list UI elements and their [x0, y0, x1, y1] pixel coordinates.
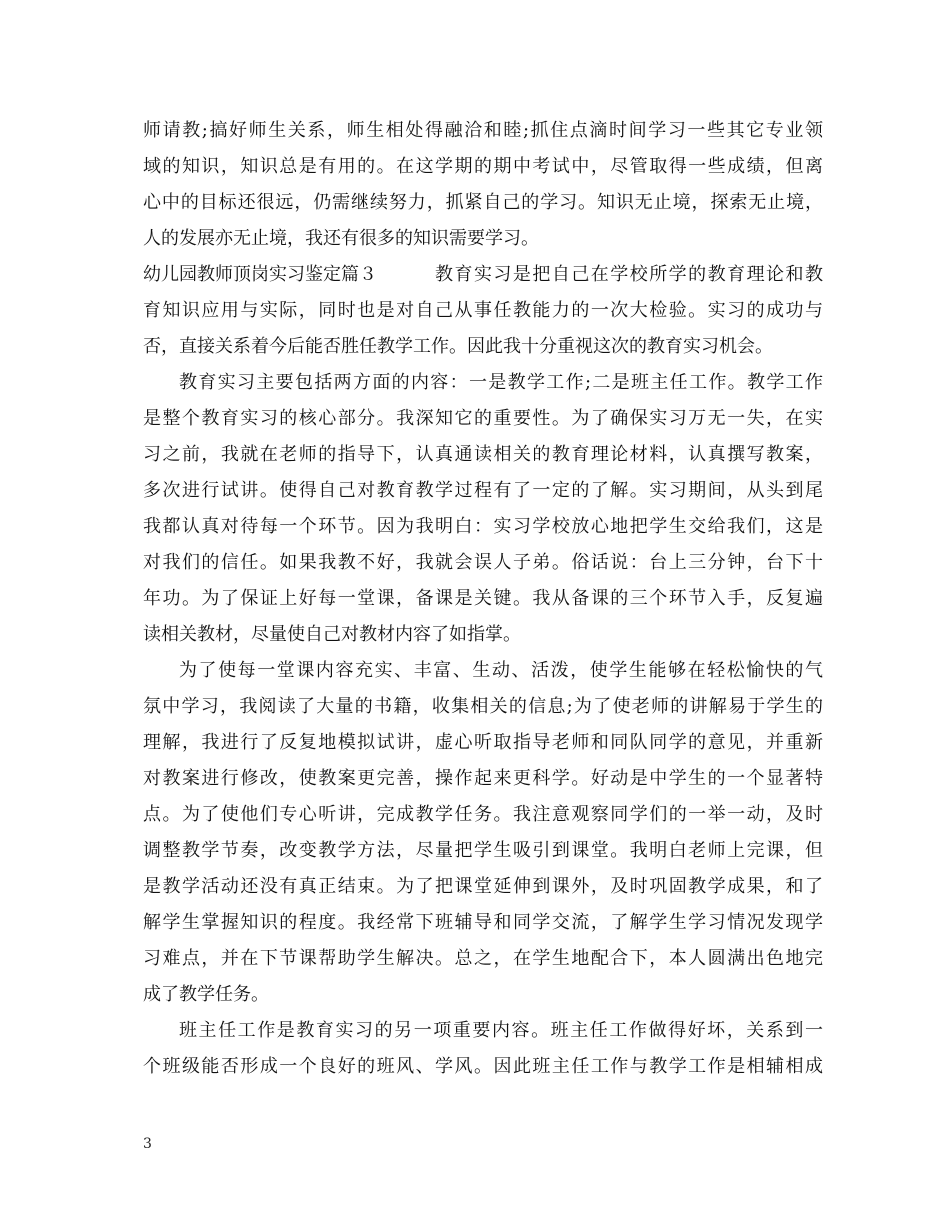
- page-number: 3: [143, 1136, 152, 1152]
- text-line: 师请教;搞好师生关系，师生相处得融洽和睦;抓住点滴时间学习一些其它专业领: [143, 120, 823, 141]
- section-heading-line: [143, 260, 823, 290]
- text-line: 成了教学任务。: [143, 984, 269, 1005]
- text-line: 年功。为了保证上好每一堂课，备课是关键。我从备课的三个环节入手，反复遍: [143, 588, 823, 609]
- text-line: 对教案进行修改，使教案更完善，操作起来更科学。好动是中学生的一个显著特: [143, 768, 823, 789]
- text-line: 对我们的信任。如果我教不好，我就会误人子弟。俗话说：台上三分钟，台下十: [143, 552, 823, 573]
- text-line: 多次进行试讲。使得自己对教育教学过程有了一定的了解。实习期间，从头到尾: [143, 480, 823, 501]
- text-line: 是整个教育实习的核心部分。我深知它的重要性。为了确保实习万无一失，在实: [143, 408, 823, 429]
- text-line: 域的知识，知识总是有用的。在这学期的期中考试中，尽管取得一些成绩，但离: [143, 156, 823, 177]
- text-line: 解学生掌握知识的程度。我经常下班辅导和同学交流，了解学生学习情况发现学: [143, 912, 823, 933]
- text-line: 是教学活动还没有真正结束。为了把课堂延伸到课外，及时巩固教学成果，和了: [143, 876, 823, 897]
- text-line: 人的发展亦无止境，我还有很多的知识需要学习。: [143, 228, 539, 249]
- text-line: 氛中学习，我阅读了大量的书籍，收集相关的信息;为了使老师的讲解易于学生的: [143, 696, 823, 717]
- text-line: 心中的目标还很远，仍需继续努力，抓紧自己的学习。知识无止境，探索无止境，: [143, 192, 823, 213]
- text-line: 调整教学节奏，改变教学方法，尽量把学生吸引到课堂。我明白老师上完课，但: [143, 840, 823, 861]
- text-line: 教育实习是把自己在学校所学的教育理论和教: [435, 264, 823, 285]
- text-line: 读相关教材，尽量使自己对教材内容了如指掌。: [143, 624, 521, 645]
- text-line: 点。为了使他们专心听讲，完成教学任务。我注意观察同学们的一举一动，及时: [143, 804, 823, 825]
- text-line: 否，直接关系着今后能否胜任教学工作。因此我十分重视这次的教育实习机会。: [143, 336, 773, 357]
- text-line: 为了使每一堂课内容充实、丰富、生动、活泼，使学生能够在轻松愉快的气: [179, 660, 823, 681]
- text-line: 习之前，我就在老师的指导下，认真通读相关的教育理论材料，认真撰写教案，: [143, 444, 823, 465]
- text-line: 育知识应用与实际，同时也是对自己从事任教能力的一次大检验。实习的成功与: [143, 300, 823, 321]
- text-line: 理解，我进行了反复地模拟试讲，虚心听取指导老师和同队同学的意见，并重新: [143, 732, 823, 753]
- section-title: 幼儿园教师顶岗实习鉴定篇３: [143, 264, 377, 285]
- text-line: 教育实习主要包括两方面的内容：一是教学工作;二是班主任工作。教学工作: [179, 372, 823, 393]
- text-line: 习难点，并在下节课帮助学生解决。总之，在学生地配合下，本人圆满出色地完: [143, 948, 823, 969]
- text-line: 班主任工作是教育实习的另一项重要内容。班主任工作做得好坏，关系到一: [179, 1020, 823, 1041]
- text-line: 我都认真对待每一个环节。因为我明白：实习学校放心地把学生交给我们，这是: [143, 516, 823, 537]
- text-line: 个班级能否形成一个良好的班风、学风。因此班主任工作与教学工作是相辅相成: [143, 1056, 823, 1077]
